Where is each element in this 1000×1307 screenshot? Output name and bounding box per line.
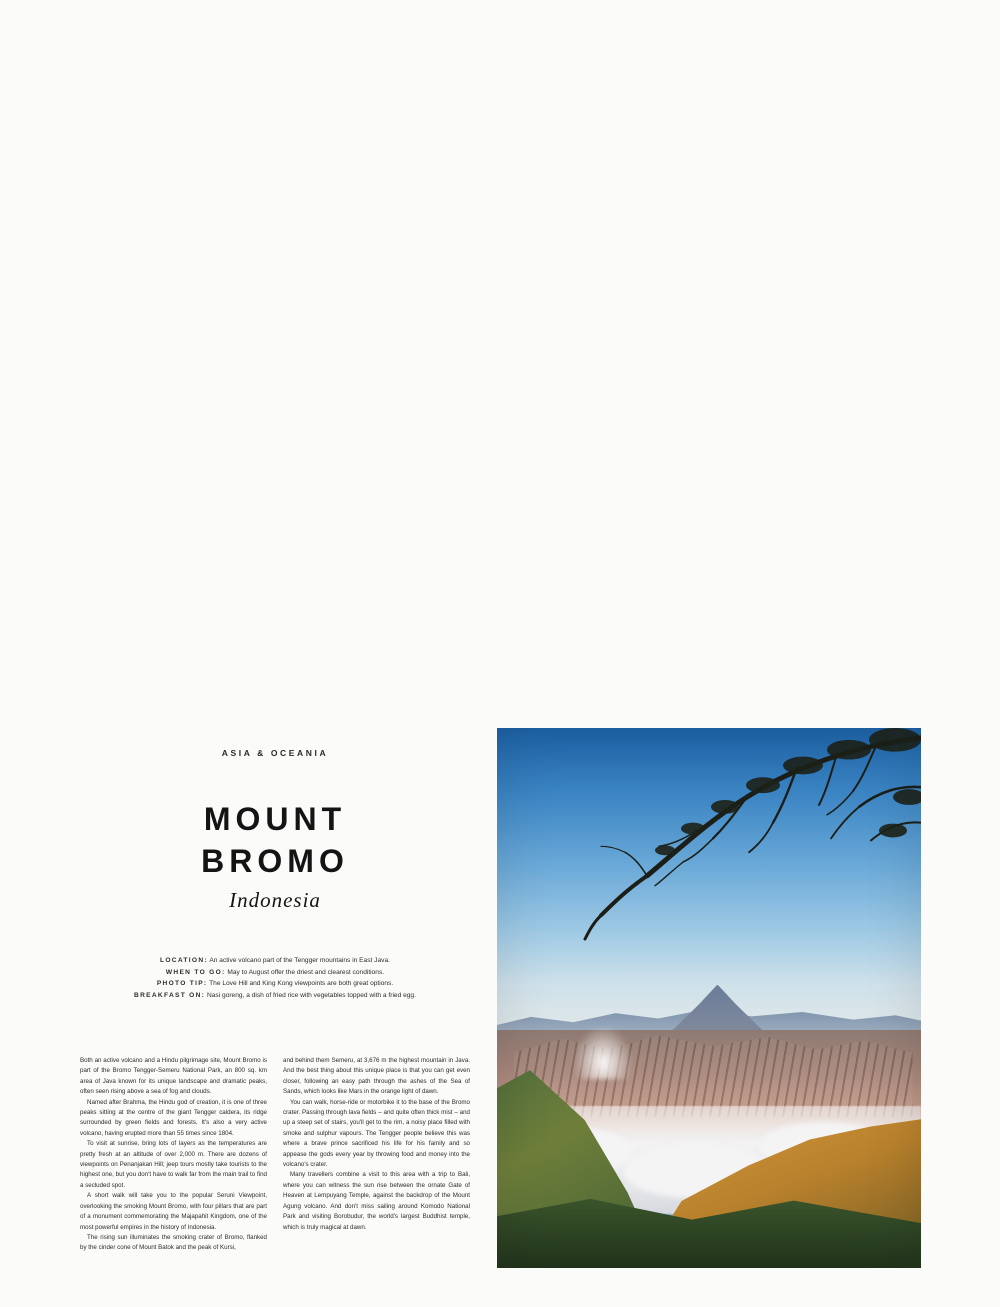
body-paragraph: You can walk, horse-ride or motorbike it to the base of the Bromo crater. Passing through lava fields – and quite often thick mist – and up a steep set of stairs, you'll get to the rim, a noisy place filled with smoke and sulphur vapours. The Tengger people believe this was where a brave prince sacrificed his life for his family and so appease the gods every year by throwing food and money into the volcano's crater. [283,1098,470,1169]
photo-vignette [497,728,921,1268]
body-column-left [80,1056,267,1254]
fact-breakfast-on [80,990,470,1002]
body-paragraph: A short walk will take you to the popular Seruni Viewpoint, overlooking the smoking Mount Bromo, with four pillars that are part of a monument commemorating the Majapahit Kingdom, one of the most powerful empires in the history of Indonesia. [80,1192,267,1231]
fact-photo-tip [80,978,470,990]
fact-breakfast-on-label: BREAKFAST ON: [134,991,206,999]
fact-location [80,955,470,967]
body-column-right [283,1056,470,1254]
page-title [80,798,470,882]
body-paragraph: and behind them Semeru, at 3,676 m the highest mountain in Java. And the best thing about this unique place is that you can get even closer, following an easy path through the ashes of the Sea of Sands, which looks like Mars in the orange light of dawn. [283,1057,470,1096]
page-subtitle: Indonesia [229,888,321,912]
fact-when-to-go-value: May to August offer the driest and clearest conditions. [225,968,385,976]
body-columns [80,1056,470,1254]
fact-when-to-go [80,967,470,979]
body-paragraph: Named after Brahma, the Hindu god of creation, it is one of three peaks sitting at the centre of the giant Tengger caldera, its ridge surrounded by green fields and forests. It's also a very active volcano, having erupted more than 55 times since 1804. [80,1098,267,1137]
body-paragraph: Both an active volcano and a Hindu pilgrimage site, Mount Bromo is part of the Bromo Tengger-Semeru National Park, an 800 sq. km area of Java known for its unique landscape and dramatic peaks, often seen rising above a sea of fog and clouds. [80,1057,267,1096]
fact-when-to-go-label: WHEN TO GO: [165,968,226,976]
body-paragraph: The rising sun illuminates the smoking crater of Bromo, flanked by the cinder cone of Mount Batok and the peak of Kursi, [80,1233,267,1252]
body-paragraph: Many travellers combine a visit to this area with a trip to Bali, where you can witness the sun rise between the ornate Gate of Heaven at Lempuyang Temple, against the backdrop of the Mount Agung volcano. And don't miss sailing around Komodo National Park and visiting Borobudur, the world's largest Buddhist temple, which is truly magical at dawn. [283,1171,470,1231]
fact-breakfast-on-value: Nasi goreng, a dish of fried rice with vegetables topped with a fried egg. [205,991,416,999]
fact-location-label: LOCATION: [160,957,208,964]
fact-list [80,955,470,1001]
fact-photo-tip-value: The Love Hill and King Kong viewpoints are both great options. [207,980,394,987]
page-title-line-2: BROMO [201,843,349,879]
page-title-line-1: MOUNT [203,801,347,837]
mount-bromo-photo [497,728,921,1268]
fact-location-value: An active volcano part of the Tengger mountains in East Java. [207,957,390,964]
section-kicker: ASIA & OCEANIA [221,748,329,758]
body-paragraph: To visit at sunrise, bring lots of layers as the temperatures are pretty fresh at an altitude of over 2,000 m. There are dozens of viewpoints on Penanjakan Hill; jeep tours mostly take tourists to the highest one, but you don't have to walk far from the main trail to find a secluded spot. [80,1140,267,1189]
fact-photo-tip-label: PHOTO TIP: [156,980,208,987]
